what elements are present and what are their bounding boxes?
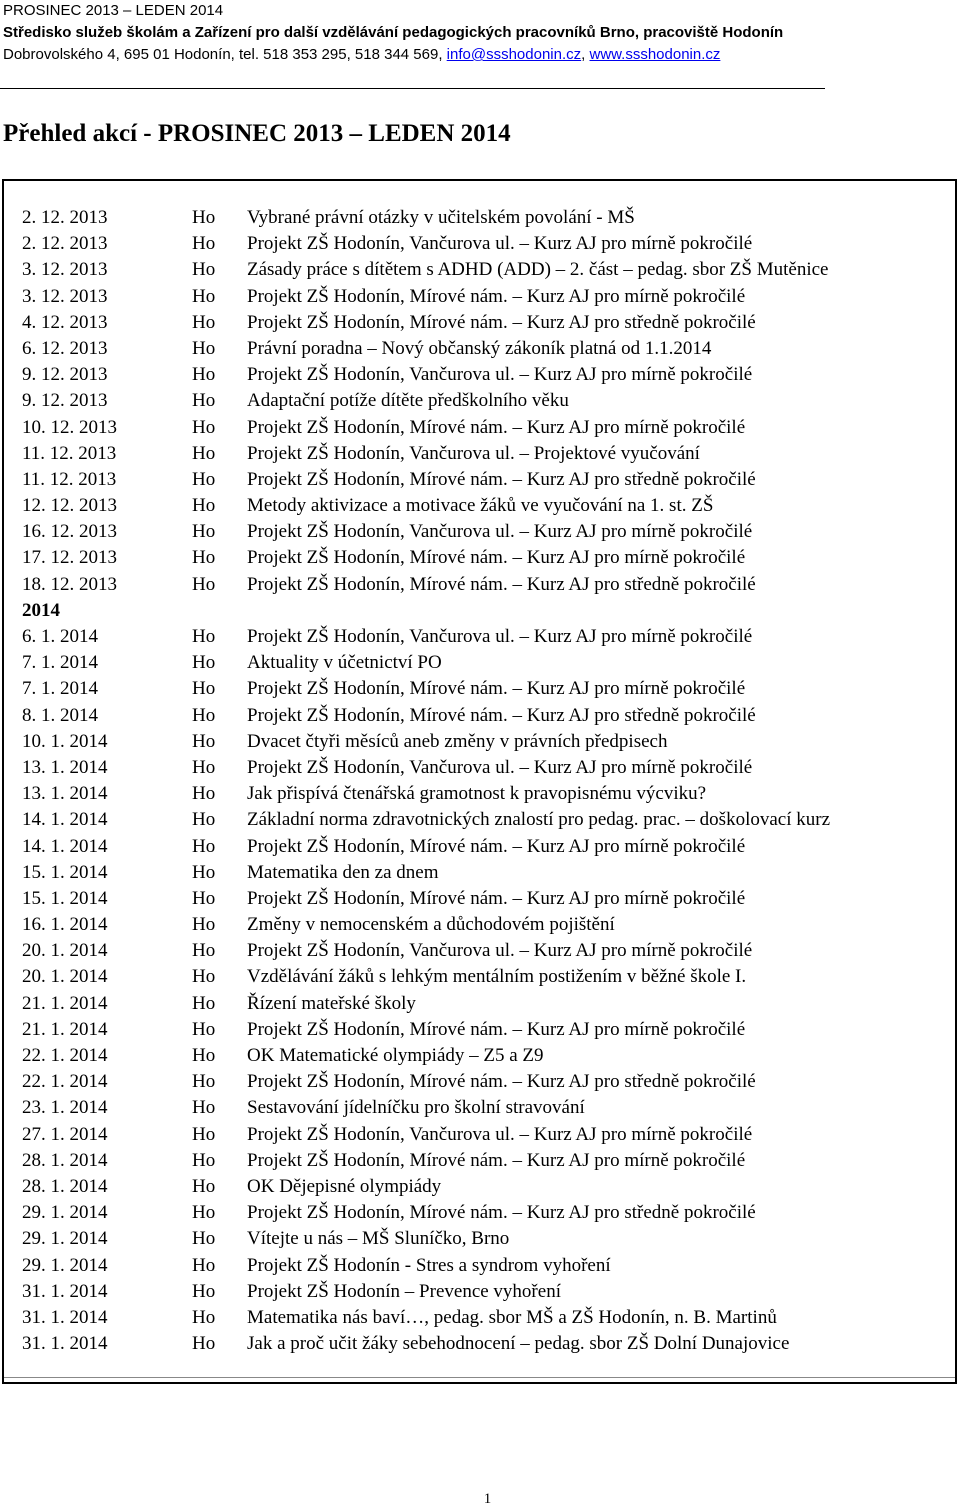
event-date: 28. 1. 2014	[22, 1175, 108, 1197]
event-row	[0, 1122, 960, 1148]
event-location: Ho	[192, 783, 216, 805]
event-row	[0, 650, 960, 676]
event-location: Ho	[192, 1333, 216, 1355]
event-location: Ho	[192, 1254, 216, 1276]
event-row	[0, 1095, 960, 1121]
event-row	[0, 388, 960, 414]
event-location: Ho	[192, 233, 216, 255]
event-row	[0, 938, 960, 964]
event-description: Jak a proč učit žáky sebehodnocení – pedag. sbor ZŠ Dolní Dunajovice	[247, 1333, 790, 1355]
event-location: Ho	[192, 1280, 216, 1302]
event-location: Ho	[192, 887, 216, 909]
event-date: 18. 12. 2013	[22, 573, 117, 595]
event-description: Změny v nemocenském a důchodovém pojištění	[247, 914, 615, 936]
event-row	[0, 912, 960, 938]
event-date: 10. 12. 2013	[22, 416, 117, 438]
event-date: 29. 1. 2014	[22, 1202, 108, 1224]
event-location: Ho	[192, 1228, 216, 1250]
event-description: Projekt ZŠ Hodonín, Vančurova ul. – Kurz AJ pro mírně pokročilé	[247, 756, 753, 778]
event-description: Projekt ZŠ Hodonín, Mírové nám. – Kurz AJ pro středně pokročilé	[247, 704, 756, 726]
event-row	[0, 624, 960, 650]
event-location: Ho	[192, 1123, 216, 1145]
event-date: 9. 12. 2013	[22, 364, 108, 386]
event-row	[0, 755, 960, 781]
event-row	[0, 1148, 960, 1174]
event-row	[0, 1226, 960, 1252]
page-number: 1	[483, 1491, 492, 1507]
event-description: Právní poradna – Nový občanský zákoník platná od 1.1.2014	[247, 337, 712, 359]
event-description: Projekt ZŠ Hodonín – Prevence vyhoření	[247, 1280, 561, 1302]
header-divider	[0, 88, 825, 89]
event-description: Projekt ZŠ Hodonín - Stres a syndrom vyhoření	[247, 1254, 611, 1276]
event-description: Vybrané právní otázky v učitelském povolání - MŠ	[247, 207, 635, 228]
event-description: Projekt ZŠ Hodonín, Mírové nám. – Kurz AJ pro mírně pokročilé	[247, 547, 746, 569]
event-location: Ho	[192, 1097, 216, 1119]
event-description: Řízení mateřské školy	[247, 992, 416, 1014]
event-location: Ho	[192, 861, 216, 883]
event-description: Projekt ZŠ Hodonín, Mírové nám. – Kurz AJ pro středně pokročilé	[247, 1202, 756, 1224]
event-description: OK Dějepisné olympiády	[247, 1175, 442, 1197]
header-contact	[3, 44, 953, 66]
event-date: 17. 12. 2013	[22, 547, 117, 569]
event-description: Projekt ZŠ Hodonín, Vančurova ul. – Kurz AJ pro mírně pokročilé	[247, 626, 753, 647]
event-date: 23. 1. 2014	[22, 1097, 108, 1119]
email-link[interactable]: info@ssshodonin.cz	[446, 46, 582, 63]
event-location: Ho	[192, 495, 216, 517]
event-description: Jak přispívá čtenářská gramotnost k pravopisnému výcviku?	[247, 783, 707, 805]
event-row	[0, 1253, 960, 1279]
event-description: Projekt ZŠ Hodonín, Mírové nám. – Kurz AJ pro středně pokročilé	[247, 1071, 756, 1093]
event-date: 10. 1. 2014	[22, 730, 108, 752]
event-row	[0, 493, 960, 519]
event-location: Ho	[192, 364, 216, 386]
event-row	[0, 257, 960, 283]
event-description: Projekt ZŠ Hodonín, Mírové nám. – Kurz AJ pro středně pokročilé	[247, 311, 756, 333]
event-row	[0, 703, 960, 729]
event-date: 2. 12. 2013	[22, 207, 108, 228]
event-location: Ho	[192, 1175, 216, 1197]
table-bottom-divider	[4, 1377, 955, 1378]
event-location: Ho	[192, 1149, 216, 1171]
event-date: 15. 1. 2014	[22, 861, 108, 883]
event-row	[0, 1200, 960, 1226]
event-date: 11. 12. 2013	[22, 468, 117, 490]
event-date: 3. 12. 2013	[22, 285, 108, 307]
event-description: Projekt ZŠ Hodonín, Mírové nám. – Kurz AJ pro mírně pokročilé	[247, 416, 746, 438]
event-location: Ho	[192, 442, 216, 464]
event-location: Ho	[192, 573, 216, 595]
event-date: 31. 1. 2014	[22, 1280, 108, 1302]
header-separator: ,	[581, 46, 590, 63]
event-row	[0, 676, 960, 702]
event-description: Zásady práce s dítětem s ADHD (ADD) – 2. část – pedag. sbor ZŠ Mutěnice	[247, 259, 829, 281]
event-date: 22. 1. 2014	[22, 1045, 108, 1066]
event-date: 15. 1. 2014	[22, 887, 108, 909]
event-location: Ho	[192, 521, 216, 543]
event-location: Ho	[192, 914, 216, 936]
event-description: Metody aktivizace a motivace žáků ve vyučování na 1. st. ZŠ	[247, 495, 714, 517]
event-date: 6. 12. 2013	[22, 337, 108, 359]
event-location: Ho	[192, 337, 216, 359]
event-location: Ho	[192, 1306, 216, 1328]
event-row	[0, 415, 960, 441]
event-location: Ho	[192, 468, 216, 490]
event-description: Projekt ZŠ Hodonín, Vančurova ul. – Kurz AJ pro mírně pokročilé	[247, 233, 753, 255]
event-date: 13. 1. 2014	[22, 756, 108, 778]
event-description: Aktuality v účetnictví PO	[247, 652, 442, 674]
event-location: Ho	[192, 626, 216, 647]
event-date: 31. 1. 2014	[22, 1306, 108, 1328]
event-date: 4. 12. 2013	[22, 311, 108, 333]
event-location: Ho	[192, 730, 216, 752]
event-location: Ho	[192, 809, 216, 831]
event-description: Projekt ZŠ Hodonín, Mírové nám. – Kurz AJ pro mírně pokročilé	[247, 835, 746, 857]
event-location: Ho	[192, 390, 216, 412]
event-row	[0, 336, 960, 362]
event-date: 20. 1. 2014	[22, 940, 108, 962]
event-description: Projekt ZŠ Hodonín, Vančurova ul. – Kurz AJ pro mírně pokročilé	[247, 364, 753, 386]
event-date: 14. 1. 2014	[22, 835, 108, 857]
event-row	[0, 467, 960, 493]
event-date: 16. 1. 2014	[22, 914, 108, 936]
event-description: Sestavování jídelníčku pro školní stravování	[247, 1097, 585, 1119]
event-description: Projekt ZŠ Hodonín, Mírové nám. – Kurz AJ pro středně pokročilé	[247, 468, 756, 490]
event-location: Ho	[192, 311, 216, 333]
event-date: 8. 1. 2014	[22, 704, 98, 726]
page-title: Přehled akcí - PROSINEC 2013 – LEDEN 2014	[3, 120, 511, 147]
event-location: Ho	[192, 285, 216, 307]
year-heading: 2014	[22, 599, 60, 621]
event-description: Projekt ZŠ Hodonín, Mírové nám. – Kurz AJ pro středně pokročilé	[247, 573, 756, 595]
event-location: Ho	[192, 1202, 216, 1224]
event-date: 28. 1. 2014	[22, 1149, 108, 1171]
event-description: Matematika nás baví…, pedag. sbor MŠ a ZŠ Hodonín, n. B. Martinů	[247, 1306, 777, 1328]
event-date: 13. 1. 2014	[22, 783, 108, 805]
letterhead	[3, 0, 953, 66]
event-description: Vzdělávání žáků s lehkým mentálním postižením v běžné škole I.	[247, 966, 747, 988]
event-date: 16. 12. 2013	[22, 521, 117, 543]
event-description: Projekt ZŠ Hodonín, Mírové nám. – Kurz AJ pro mírně pokročilé	[247, 887, 746, 909]
event-row	[0, 1331, 960, 1357]
events-list	[0, 205, 960, 1357]
event-row	[0, 441, 960, 467]
event-description: Projekt ZŠ Hodonín, Vančurova ul. – Kurz AJ pro mírně pokročilé	[247, 1123, 753, 1145]
event-date: 12. 12. 2013	[22, 495, 117, 517]
event-row	[0, 362, 960, 388]
event-row	[0, 1305, 960, 1331]
event-description: Projekt ZŠ Hodonín, Vančurova ul. – Kurz AJ pro mírně pokročilé	[247, 940, 753, 962]
event-row	[0, 964, 960, 990]
event-date: 21. 1. 2014	[22, 1018, 108, 1040]
event-location: Ho	[192, 992, 216, 1014]
event-row	[0, 519, 960, 545]
event-description: Vítejte u nás – MŠ Sluníčko, Brno	[247, 1228, 510, 1250]
event-date: 29. 1. 2014	[22, 1254, 108, 1276]
event-date: 22. 1. 2014	[22, 1071, 108, 1093]
event-date: 3. 12. 2013	[22, 259, 108, 281]
event-date: 7. 1. 2014	[22, 652, 98, 674]
event-description: OK Matematické olympiády – Z5 a Z9	[247, 1045, 544, 1066]
event-date: 7. 1. 2014	[22, 678, 98, 700]
event-location: Ho	[192, 547, 216, 569]
event-location: Ho	[192, 652, 216, 674]
event-date: 6. 1. 2014	[22, 626, 98, 647]
event-description: Projekt ZŠ Hodonín, Mírové nám. – Kurz AJ pro mírně pokročilé	[247, 1018, 746, 1040]
event-date: 27. 1. 2014	[22, 1123, 108, 1145]
event-row	[0, 205, 960, 231]
event-description: Projekt ZŠ Hodonín, Mírové nám. – Kurz AJ pro mírně pokročilé	[247, 285, 746, 307]
event-description: Projekt ZŠ Hodonín, Vančurova ul. – Kurz AJ pro mírně pokročilé	[247, 521, 753, 543]
event-description: Projekt ZŠ Hodonín, Mírové nám. – Kurz AJ pro mírně pokročilé	[247, 1149, 746, 1171]
event-row	[0, 860, 960, 886]
event-location: Ho	[192, 1071, 216, 1093]
event-row	[0, 231, 960, 257]
event-location: Ho	[192, 416, 216, 438]
event-date: 14. 1. 2014	[22, 809, 108, 831]
event-row	[0, 284, 960, 310]
event-date: 21. 1. 2014	[22, 992, 108, 1014]
event-row	[0, 1069, 960, 1095]
event-date: 29. 1. 2014	[22, 1228, 108, 1250]
event-row	[0, 781, 960, 807]
event-row	[0, 1279, 960, 1305]
event-description: Matematika den za dnem	[247, 861, 439, 883]
event-row	[0, 807, 960, 833]
event-row	[0, 991, 960, 1017]
event-row	[0, 310, 960, 336]
event-location: Ho	[192, 756, 216, 778]
event-date: 20. 1. 2014	[22, 966, 108, 988]
event-description: Základní norma zdravotnických znalostí pro pedag. prac. – doškolovací kurz	[247, 809, 830, 831]
event-row	[0, 572, 960, 598]
event-date: 31. 1. 2014	[22, 1333, 108, 1355]
event-description: Projekt ZŠ Hodonín, Mírové nám. – Kurz AJ pro mírně pokročilé	[247, 678, 746, 700]
event-row	[0, 1017, 960, 1043]
header-period: PROSINEC 2013 – LEDEN 2014	[3, 2, 224, 19]
event-date: 9. 12. 2013	[22, 390, 108, 412]
event-description: Dvacet čtyři měsíců aneb změny v právních předpisech	[247, 730, 668, 752]
event-location: Ho	[192, 259, 216, 281]
event-date: 2. 12. 2013	[22, 233, 108, 255]
event-location: Ho	[192, 966, 216, 988]
event-location: Ho	[192, 835, 216, 857]
header-organization: Středisko služeb školám a Zařízení pro další vzdělávání pedagogických pracovníků Brno, pracoviště Hodonín	[3, 24, 784, 41]
event-location: Ho	[192, 678, 216, 700]
event-row	[0, 545, 960, 571]
header-address: Dobrovolského 4, 695 01 Hodonín, tel. 518 353 295, 518 344 569,	[3, 46, 447, 63]
event-location: Ho	[192, 704, 216, 726]
event-row	[0, 729, 960, 755]
event-date: 11. 12. 2013	[22, 442, 117, 464]
event-description: Projekt ZŠ Hodonín, Vančurova ul. – Projektové vyučování	[247, 442, 700, 464]
event-row	[0, 834, 960, 860]
year-heading-row	[0, 598, 960, 624]
event-row	[0, 886, 960, 912]
website-link[interactable]: www.ssshodonin.cz	[589, 46, 721, 63]
event-description: Adaptační potíže dítěte předškolního věku	[247, 390, 569, 412]
event-location: Ho	[192, 207, 216, 228]
event-location: Ho	[192, 1045, 216, 1066]
event-location: Ho	[192, 1018, 216, 1040]
event-location: Ho	[192, 940, 216, 962]
event-row	[0, 1174, 960, 1200]
event-row	[0, 1043, 960, 1069]
